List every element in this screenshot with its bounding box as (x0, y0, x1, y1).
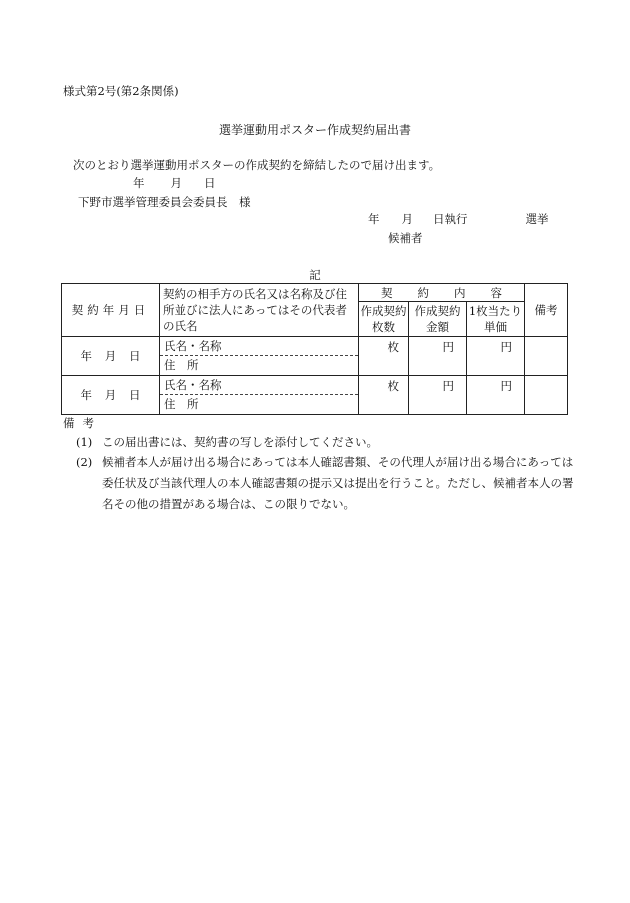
candidate-label: 候補者 (388, 231, 423, 245)
ki-label: 記 (309, 268, 321, 282)
addressee: 下野市選挙管理委員会委員長 様 (78, 195, 251, 209)
header-unit-price: 1枚当たり単価 (467, 302, 525, 337)
row-remarks[interactable] (525, 376, 568, 415)
note-text: 候補者本人が届け出る場合にあっては本人確認書類、その代理人が届け出る場合にあっては委任状及び当該代理人の本人確認書類の提示又は提出を行うこと。ただし、候補者本人の署名その他の措置がある場合は、この限りでない。 (102, 455, 574, 511)
row-date[interactable]: 年月日 (62, 337, 160, 376)
row-remarks[interactable] (525, 337, 568, 376)
table-row (62, 337, 568, 376)
row-unit-price[interactable]: 円 (467, 376, 525, 415)
header-remarks: 備考 (525, 284, 568, 337)
header-amount: 作成契約金額 (409, 302, 467, 337)
submission-date (133, 175, 216, 191)
note-item (76, 452, 576, 515)
election-year-label: 年 (368, 212, 380, 226)
party-address-label: 住 所 (164, 358, 199, 372)
intro-text: 次のとおり選挙運動用ポスターの作成契約を締結したので届け出ます。 (73, 158, 441, 172)
row-amount[interactable]: 円 (409, 337, 467, 376)
party-address-label: 住 所 (164, 397, 199, 411)
party-name-label: 氏名・名称 (160, 337, 358, 356)
row-party[interactable] (160, 376, 359, 415)
header-contract-date: 契約年月日 (62, 284, 160, 337)
form-number: 様式第2号(第2条関係) (63, 84, 179, 98)
row-party[interactable] (160, 337, 359, 376)
election-day-label: 日執行 (433, 212, 468, 226)
table-row (62, 376, 568, 415)
header-contract-party: 契約の相手方の氏名又は名称及び住所並びに法人にあってはその代表者の氏名 (160, 284, 359, 337)
note-item (76, 432, 576, 453)
row-date[interactable]: 年月日 (62, 376, 160, 415)
header-sheets: 作成契約枚数 (359, 302, 409, 337)
row-amount[interactable]: 円 (409, 376, 467, 415)
date-month-label: 月 (170, 176, 182, 190)
contract-table (61, 283, 568, 415)
note-number: (1) (76, 435, 93, 449)
date-year-label: 年 (133, 176, 145, 190)
header-contract-content: 契約内容 (359, 284, 525, 302)
document-title: 選挙運動用ポスター作成契約届出書 (218, 123, 411, 137)
remarks-title: 備考 (63, 416, 102, 430)
row-unit-price[interactable]: 円 (467, 337, 525, 376)
note-number: (2) (76, 455, 93, 469)
note-text: この届出書には、契約書の写しを添付してください。 (102, 435, 378, 449)
election-month-label: 月 (401, 212, 413, 226)
election-label: 選挙 (525, 212, 549, 226)
row-sheets[interactable]: 枚 (359, 337, 409, 376)
date-day-label: 日 (204, 176, 216, 190)
party-name-label: 氏名・名称 (160, 376, 358, 395)
row-sheets[interactable]: 枚 (359, 376, 409, 415)
election-line (368, 211, 549, 227)
